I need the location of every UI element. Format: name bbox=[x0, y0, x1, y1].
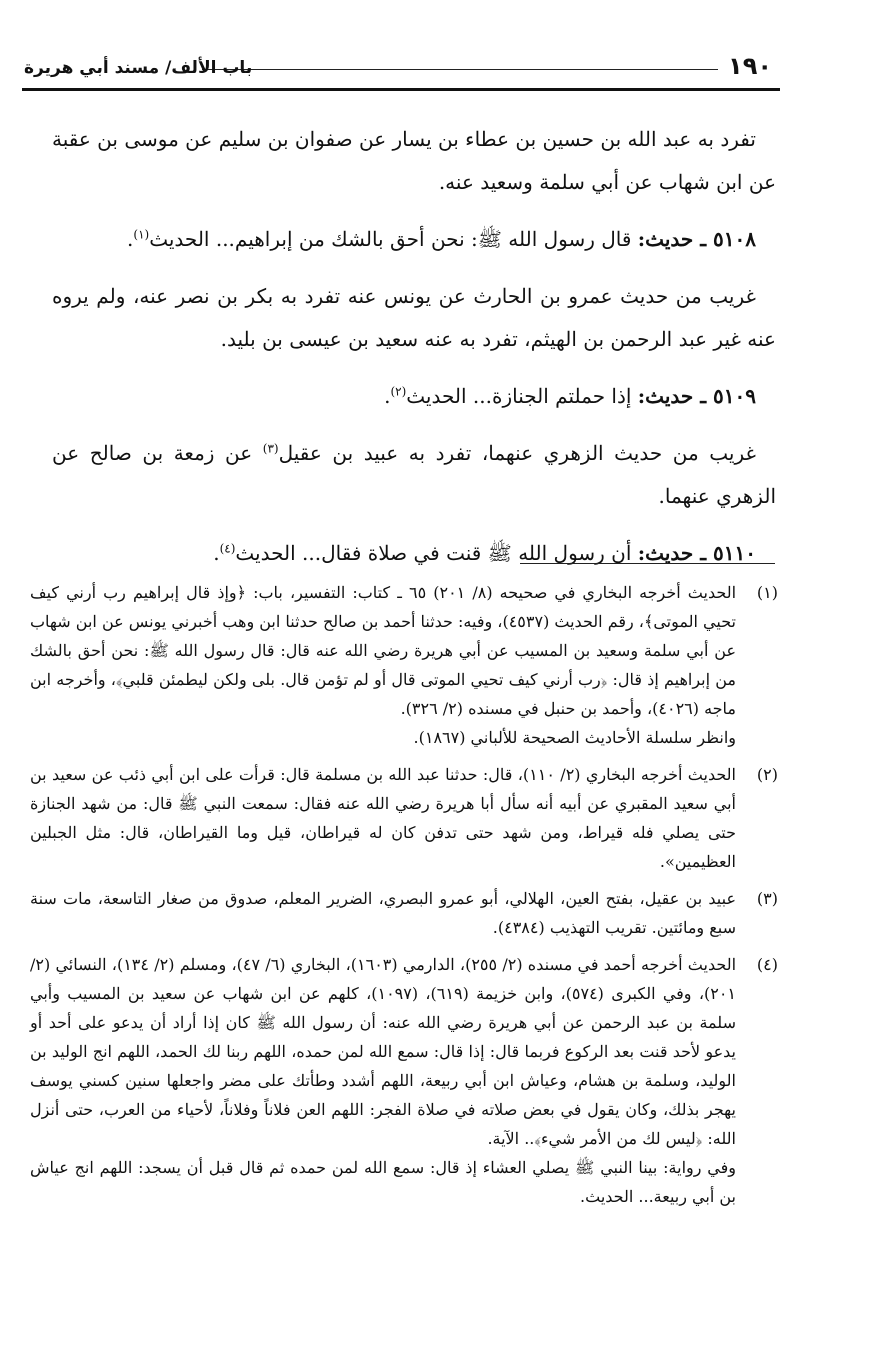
hadith-number: ٥١١٠ ـ حديث: bbox=[637, 541, 756, 565]
page-number: ١٩٠ bbox=[728, 52, 772, 80]
footnote-text: عبيد بن عقيل، بفتح العين، الهلالي، أبو عمرو البصري، الضرير المعلم، صدوق من صغار التاسعة، مات سنة سبع ومائتين. تقريب التهذيب (٤٣٨٤). bbox=[30, 889, 736, 937]
footnotes bbox=[30, 578, 778, 1219]
hadith-5110: ٥١١٠ ـ حديث: أن رسول الله ﷺ قنت في صلاة فقال... الحديث$^{(٤)}$. bbox=[213, 541, 756, 565]
running-title: باب الألف/ مسند أبي هريرة bbox=[24, 58, 253, 78]
footnote-separator bbox=[520, 563, 775, 564]
footnote-extra: وانظر سلسلة الأحاديث الصحيحة للألباني (١٨٦٧). bbox=[413, 728, 736, 747]
paragraph: غريب من حديث الزهري عنهما، تفرد به عبيد بن عقيل$^{(٣)}$ عن زمعة بن صالح عن الزهري عنهما. bbox=[52, 441, 776, 508]
header-rule bbox=[22, 88, 780, 91]
footnote-ref: (٣) bbox=[262, 441, 279, 456]
header-dash bbox=[202, 69, 718, 70]
footnote-2 bbox=[30, 760, 778, 876]
page-header bbox=[22, 52, 780, 90]
footnote-number: (١) bbox=[756, 583, 778, 602]
footnote-3 bbox=[30, 884, 778, 942]
hadith-5109: ٥١٠٩ ـ حديث: إذا حملتم الجنازة... الحديث$^{(٢)}$. bbox=[384, 384, 756, 408]
footnote-text: الحديث أخرجه البخاري (٢/ ١١٠)، قال: حدثنا عبد الله بن مسلمة قال: قرأت على ابن أبي ذئب عن سعيد بن أبي سعيد المقبري عن أبيه أنه سأل أبا هريرة رضي الله عنه فقال: سمعت النبي ﷺ قال: من شهد الجنازة حتى يصلي فله قيراط، ومن شهد حتى تدفن كان له قيراطان، قيل وما القيراطان، قال: مثل الجبلين العظيمين». bbox=[30, 765, 737, 871]
footnote-number: (٣) bbox=[756, 889, 778, 908]
footnote-text: الحديث أخرجه البخاري في صحيحه (٨/ ٢٠١) ٦٥ ـ كتاب: التفسير، باب: ﴿وإذ قال إبراهيم رب أرني كيف تحيي الموتى﴾، رقم الحديث (٤٥٣٧)، وفيه: حدثنا أحمد بن صالح حدثنا ابن وهب أخبرني يونس عن ابن شهاب عن أبي سلمة وسعيد بن المسيب عن أبي هريرة رضي الله عنه قال: قال رسول الله ﷺ: نحن أحق بالشك من إبراهيم إذ قال: ﴿رب أرني كيف تحيي الموتى قال أو لم تؤمن قال. بلى ولكن ليطمئن قلبي﴾، وأخرجه ابن ماجه (٤٠٢٦)، وأحمد بن حنبل في مسنده (٢/ ٣٢٦). bbox=[29, 583, 737, 718]
footnote-number: (٢) bbox=[756, 765, 778, 784]
hadith-text: قال رسول الله ﷺ: نحن أحق بالشك من إبراهيم... الحديث bbox=[149, 227, 632, 251]
paragraph: تفرد به عبد الله بن حسين بن عطاء بن يسار عن صفوان بن سليم عن موسى بن عقبة عن ابن شهاب عن أبي سلمة وسعيد عنه. bbox=[52, 127, 776, 194]
footnote-ref: (٢) bbox=[390, 384, 407, 399]
hadith-text: إذا حملتم الجنازة... الحديث bbox=[406, 384, 632, 408]
hadith-5108: ٥١٠٨ ـ حديث: قال رسول الله ﷺ: نحن أحق بالشك من إبراهيم... الحديث$^{(١)}$. bbox=[127, 227, 756, 251]
footnote-text: الحديث أخرجه أحمد في مسنده (٢/ ٢٥٥)، الدارمي (١٦٠٣)، البخاري (٦/ ٤٧)، ومسلم (٢/ ١٣٤)، النسائي (٢/ ٢٠١)، وفي الكبرى (٥٧٤)، وابن خزيمة (٦١٩)، (١٠٩٧)، كلهم عن ابن شهاب عن سعيد بن المسيب وأبي سلمة بن عبد الرحمن عن أبي هريرة رضي الله عنه: أن رسول الله ﷺ كان إذا أراد أن يدعو على أحد أو يدعو لأحد قنت بعد الركوع فربما قال: إذا قال: سمع الله لمن حمده، اللهم ربنا لك الحمد، اللهم انج الوليد بن الوليد، وسلمة بن هشام، وعياش ابن أبي ربيعة، اللهم أشدد وطأتك على مضر واجعلها سنين كسني يوسف يهجر بذلك، وكان يقول في بعض صلاته في صلاة الفجر: اللهم العن فلاناً وفلاناً، لأحياء من العرب، حتى أنزل الله: ﴿ليس لك من الأمر شيء﴾.. الآية. bbox=[30, 955, 737, 1148]
hadith-text: أن رسول الله ﷺ قنت في صلاة فقال... الحديث bbox=[235, 541, 632, 565]
hadith-number: ٥١٠٩ ـ حديث: bbox=[637, 384, 756, 408]
main-text bbox=[52, 118, 776, 589]
footnote-extra: وفي رواية: بينا النبي ﷺ يصلي العشاء إذ قال: سمع الله لمن حمده ثم قال قبل أن يسجد: اللهم انج عياش بن أبي ربيعة... الحديث. bbox=[30, 1158, 737, 1206]
paragraph: غريب من حديث عمرو بن الحارث عن يونس عنه تفرد به بكر بن نصر عنه، ولم يروه عنه غير عبد الرحمن بن الهيثم، تفرد به عنه سعيد بن عيسى بن بليد. bbox=[52, 284, 776, 351]
footnote-1 bbox=[30, 578, 778, 752]
footnote-ref: (١) bbox=[133, 227, 150, 242]
hadith-number: ٥١٠٨ ـ حديث: bbox=[637, 227, 756, 251]
footnote-number: (٤) bbox=[756, 955, 778, 974]
footnote-ref: (٤) bbox=[219, 541, 236, 556]
footnote-4 bbox=[30, 950, 778, 1211]
